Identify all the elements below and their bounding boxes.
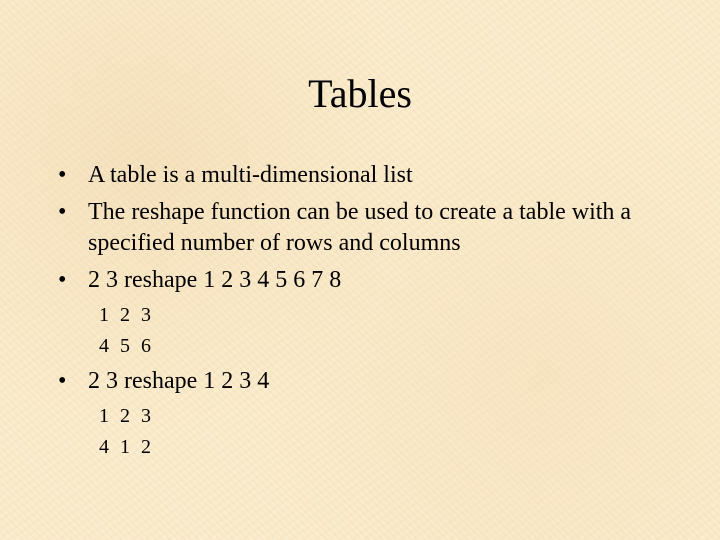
output-row: 1 2 3 [99,304,154,326]
bullet-marker: • [58,368,67,394]
output-row: 4 1 2 [99,436,154,458]
output-row: 4 5 6 [99,335,154,357]
bullet-marker: • [58,199,67,225]
bullet-item [58,197,678,259]
bullet-item [58,160,678,191]
slide-title: Tables [308,71,412,116]
bullet-text: 2 3 reshape 1 2 3 4 [88,368,270,394]
bullet-text: The reshape function can be used to create a table with a specified number of rows and columns [88,199,632,256]
bullet-item [58,265,678,296]
bullet-marker: • [58,162,67,188]
output-row: 1 2 3 [99,405,154,427]
bullet-text: 2 3 reshape 1 2 3 4 5 6 7 8 [88,267,342,293]
bullet-marker: • [58,267,67,293]
bullet-item [58,366,678,397]
bullet-text: A table is a multi-dimensional list [88,162,413,188]
